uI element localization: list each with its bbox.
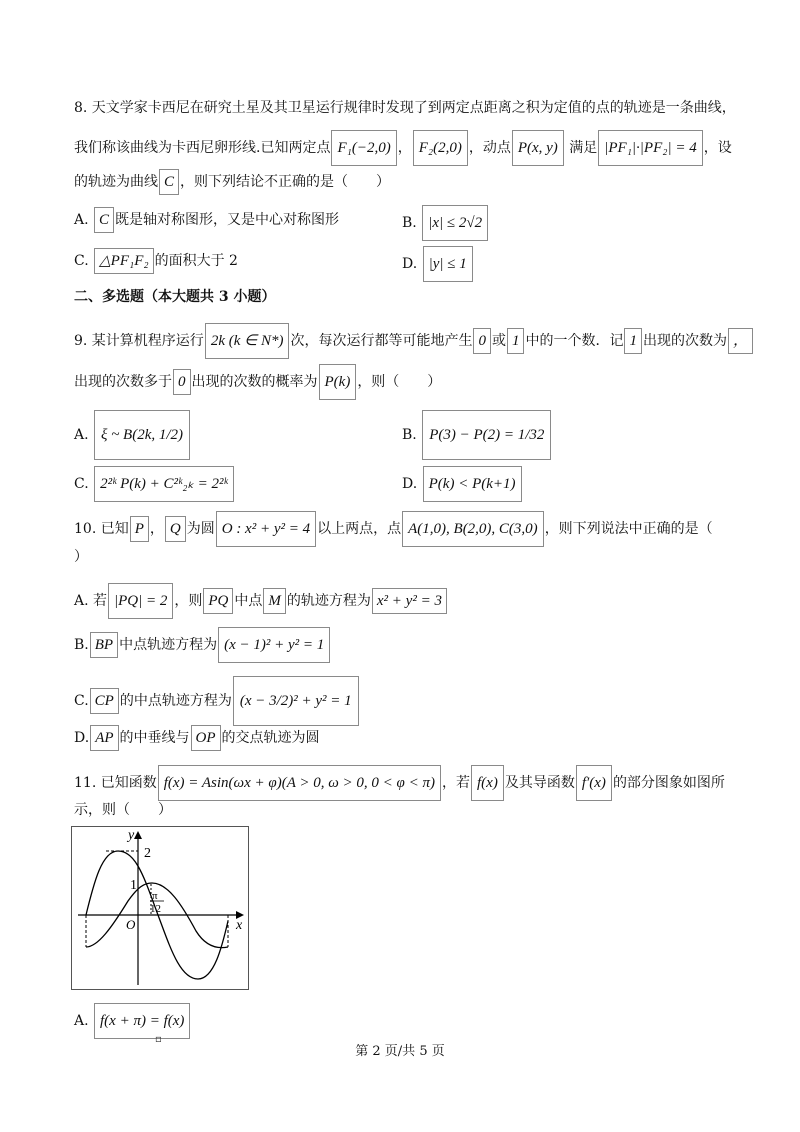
y-axis-arrow (134, 831, 142, 839)
q8-option-d (402, 246, 474, 282)
q11-text: 的部分图象如图所 (612, 775, 725, 791)
tick-2: 2 (144, 846, 151, 861)
formula-run-count: 2k (k ∈ N*) (205, 323, 290, 359)
formula: ， (728, 328, 753, 354)
option-label: B. (402, 215, 417, 231)
formula: 0 (473, 328, 491, 354)
q9-option-c (74, 466, 235, 502)
option-text: 中点轨迹方程为 (119, 637, 218, 653)
formula: f′(x) (576, 765, 612, 801)
option-label: D. (402, 476, 418, 492)
q10-option-b (74, 627, 331, 663)
q10-line2 (74, 547, 88, 567)
q9-option-d (402, 466, 523, 502)
formula: CP (90, 688, 119, 714)
q11-line1 (74, 765, 725, 801)
q8-text: 的轨迹为曲线 (74, 174, 158, 190)
formula: Q (165, 516, 186, 542)
formula-point-p: P(x, y) (512, 130, 564, 166)
q9-text: 9. 某计算机程序运行 (74, 333, 204, 349)
q9-option-a (74, 410, 191, 460)
option-label: A. (74, 1013, 89, 1029)
tick-12: 12 (150, 903, 161, 915)
formula: f(x) (471, 765, 504, 801)
option-label: C. (74, 253, 89, 269)
option-label: B. (74, 637, 89, 653)
formula: BP (90, 632, 118, 658)
formula-circle: O : x² + y² = 4 (216, 511, 316, 547)
option-text: 的轨迹方程为 (286, 593, 371, 609)
option-text: 的交点轨迹为圆 (221, 730, 320, 746)
q8-stem-text: 8. 天文学家卡西尼在研究土星及其卫星运行规律时发现了到两定点距离之积为定值的点的轨迹是一条曲线， (74, 100, 736, 116)
q9-text: 出现的次数为 (642, 333, 727, 349)
formula: 1 (624, 328, 642, 354)
option-label: B. (402, 427, 417, 443)
q8-option-a (74, 207, 339, 233)
q10-text: 10. 已知 (74, 521, 129, 537)
page-number: 第 2 页/共 5 页 (355, 1044, 445, 1059)
q9-text: ，则（ ） (357, 374, 442, 390)
option-label: D. (402, 256, 418, 272)
formula: AP (90, 725, 118, 751)
q9-line2 (74, 364, 441, 400)
formula-f1: F₁(−2,0) (331, 130, 396, 166)
formula: |PQ| = 2 (108, 583, 173, 619)
section-heading (74, 287, 276, 307)
formula: △PF₁F₂ (94, 248, 153, 274)
small-mark: ▫ (155, 1034, 162, 1045)
formula: P(k) < P(k+1) (423, 466, 522, 502)
option-label: A. (74, 427, 89, 443)
q10-option-c (74, 676, 360, 726)
graph-svg (72, 827, 248, 989)
option-text: 的面积大于 2 (154, 253, 238, 269)
formula: PQ (203, 588, 233, 614)
q9-option-b (402, 410, 552, 460)
formula: 0 (173, 369, 191, 395)
separator: ， (149, 521, 164, 537)
q8-line3 (74, 169, 390, 195)
formula: 1 (507, 328, 525, 354)
option-text: 的中垂线与 (119, 730, 190, 746)
q9-text: 或 (491, 333, 506, 349)
option-label: C. (74, 693, 89, 709)
q11-option-a (74, 1003, 191, 1039)
formula-pk: P(k) (319, 364, 357, 400)
formula-points: A(1,0), B(2,0), C(3,0) (402, 511, 544, 547)
q8-text: ，设 (703, 140, 732, 156)
formula: |x| ≤ 2√2 (422, 205, 488, 241)
option-label: A. (74, 212, 89, 228)
origin-label: O (126, 917, 136, 932)
section-title: 二、多选题（本大题共 3 小题） (74, 289, 276, 305)
formula: M (263, 588, 286, 614)
q8-option-b (402, 205, 489, 241)
q11-text: 11. 已知函数 (74, 775, 157, 791)
x-label: x (236, 918, 243, 933)
formula: P (130, 516, 149, 542)
formula: (x − 3/2)² + y² = 1 (233, 676, 359, 726)
q8-text: 我们称该曲线为卡西尼卵形线.已知两定点 (74, 140, 331, 156)
q10-option-a (74, 583, 448, 619)
q11-line2 (74, 800, 172, 820)
formula-function: f(x) = Asin(ωx + φ)(A > 0, ω > 0, 0 < φ < π) (158, 765, 441, 801)
formula: |y| ≤ 1 (423, 246, 473, 282)
option-label: A. 若 (74, 593, 108, 609)
q11-text: ，若 (442, 775, 470, 791)
q8-text: ，则下列结论不正确的是（ ） (180, 174, 391, 190)
q10-text: 以上两点，点 (317, 521, 402, 537)
q9-text: 出现的次数的概率为 (191, 374, 318, 390)
q10-text: ） (74, 549, 88, 565)
q10-line1 (74, 511, 713, 547)
q8-option-c (74, 248, 238, 274)
y-label: y (128, 828, 135, 843)
q9-text: 次，每次运行都等可能地产生 (290, 333, 473, 349)
formula: OP (191, 725, 221, 751)
formula: f(x + π) = f(x) (94, 1003, 190, 1039)
function-graph (71, 826, 249, 990)
option-label: C. (74, 476, 89, 492)
q10-option-d (74, 725, 320, 751)
q9-text: 中的一个数．记 (525, 333, 624, 349)
q10-text: ，则下列说法中正确的是（ (544, 521, 713, 537)
formula: C (94, 207, 114, 233)
formula-condition: |PF₁|·|PF₂| = 4 (598, 130, 702, 166)
formula-f2: F₂(2,0) (413, 130, 468, 166)
q9-line1 (74, 323, 754, 359)
formula: ξ ~ B(2k, 1/2) (94, 410, 190, 460)
q8-text: 满足 (564, 140, 598, 156)
q8-line2 (74, 130, 732, 166)
separator: ， (397, 140, 412, 156)
q11-text: 及其导函数 (504, 775, 575, 791)
tick-pi: π (152, 890, 158, 902)
page-footer (0, 1040, 800, 1059)
formula: x² + y² = 3 (372, 588, 447, 614)
formula-curve-c: C (159, 169, 179, 195)
q8-line1 (74, 98, 736, 118)
option-text: 的中点轨迹方程为 (119, 693, 232, 709)
q9-text: 出现的次数多于 (74, 374, 172, 390)
q10-text: 为圆 (186, 521, 215, 537)
formula: (x − 1)² + y² = 1 (218, 627, 330, 663)
formula: 2²ᵏ P(k) + C²ᵏ₂ₖ = 2²ᵏ (94, 466, 234, 502)
option-text: 既是轴对称图形，又是中心对称图形 (115, 212, 340, 228)
q11-text: 示，则（ ） (74, 802, 172, 818)
tick-1: 1 (130, 878, 137, 893)
option-label: D. (74, 730, 90, 746)
q8-text: ，动点 (468, 140, 511, 156)
option-text: 中点 (234, 593, 263, 609)
option-text: ，则 (174, 593, 203, 609)
formula: P(3) − P(2) = 1/32 (422, 410, 551, 460)
